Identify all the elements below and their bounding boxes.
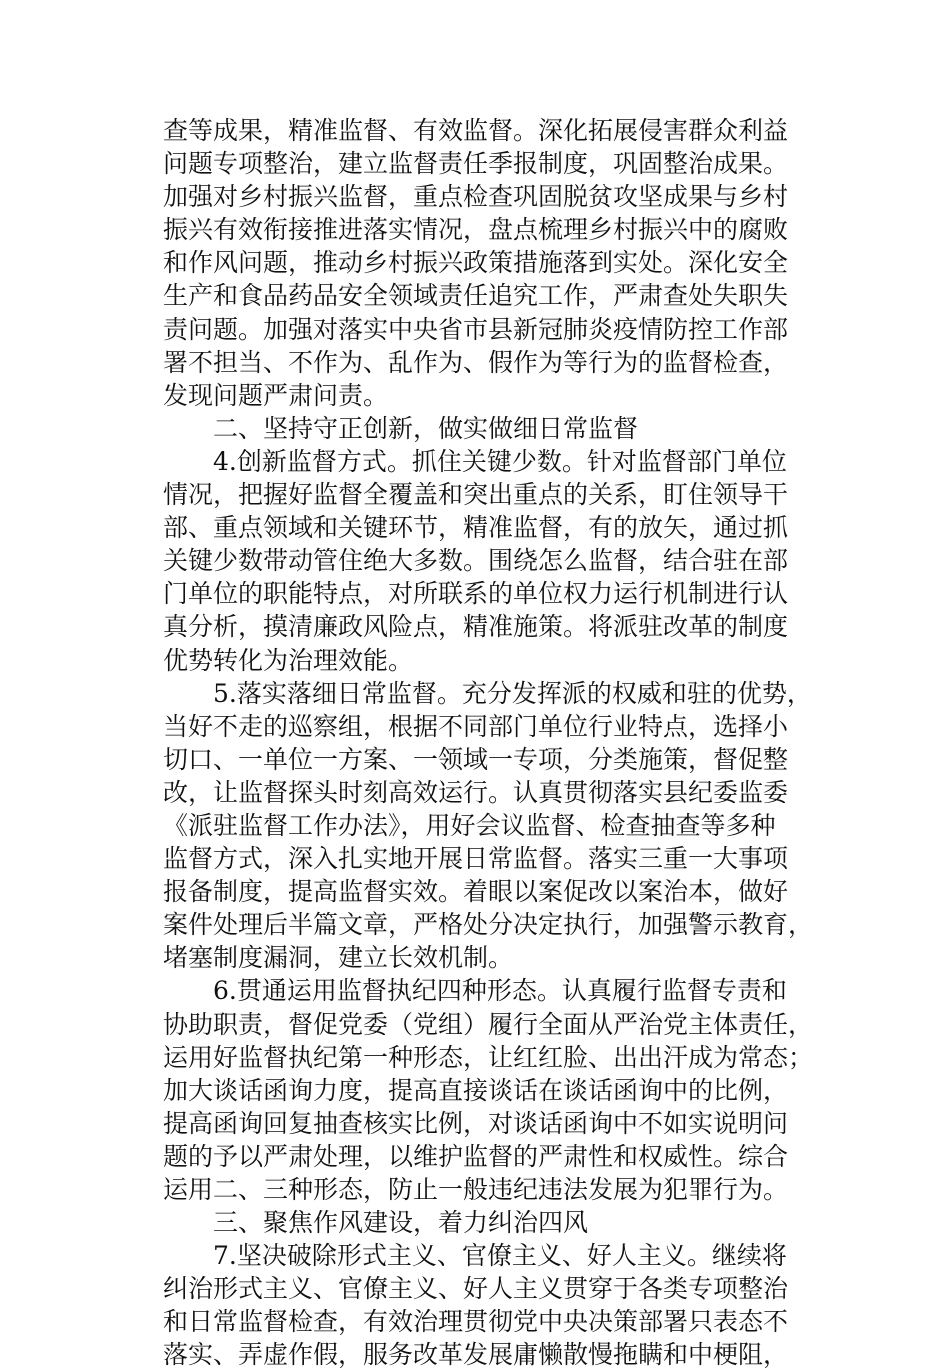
text-line: 二、坚持守正创新，做实做细日常监督 [213, 413, 639, 443]
text-line: 关键少数带动管住绝大多数。围绕怎么监督，结合驻在部 [163, 546, 789, 576]
text-line: 运用二、三种形态，防止一般违纪违法发展为犯罪行为。 [163, 1175, 789, 1204]
text-line: 7.坚决破除形式主义、官僚主义、好人主义。继续将 [213, 1241, 787, 1271]
text-line: 6.贯通运用监督执纪四种形态。认真履行监督专责和 [213, 976, 787, 1006]
text-line: 三、聚焦作风建设，着力纠治四风 [213, 1208, 589, 1238]
text-line: 提高函询回复抽查核实比例，对谈话函询中不如实说明问 [163, 1108, 789, 1138]
text-line: 生产和食品药品安全领域责任追究工作，严肃查处失职失 [163, 281, 789, 311]
text-line: 部、重点领域和关键环节，精准监督，有的放矢，通过抓 [163, 513, 789, 543]
text-line: 署不担当、不作为、乱作为、假作为等行为的监督检查， [163, 347, 789, 377]
text-line: 案件处理后半篇文章，严格处分决定执行，加强警示教育， [163, 910, 814, 940]
text-line: 责问题。加强对落实中央省市县新冠肺炎疫情防控工作部 [163, 314, 789, 344]
text-line: 切口、一单位一方案、一领域一专项，分类施策，督促整 [163, 744, 789, 774]
text-line: 优势转化为治理效能。 [163, 645, 414, 675]
text-line: 改，让监督探头时刻高效运行。认真贯彻落实县纪委监委 [163, 777, 789, 807]
text-line: 题的予以严肃处理，以维护监督的严肃性和权威性。综合 [163, 1141, 789, 1171]
text-line: 问题专项整治，建立监督责任季报制度，巩固整治成果。 [163, 149, 789, 179]
text-line: 监督方式，深入扎实地开展日常监督。落实三重一大事项 [163, 844, 789, 874]
text-line: 运用好监督执纪第一种形态，让红红脸、出出汗成为常态； [163, 1042, 814, 1072]
text-line: 当好不走的巡察组，根据不同部门单位行业特点，选择小 [163, 711, 789, 741]
text-line: 报备制度，提高监督实效。着眼以案促改以案治本，做好 [163, 877, 789, 907]
text-line: 协助职责，督促党委（党组）履行全面从严治党主体责任， [163, 1009, 814, 1039]
text-line: 4.创新监督方式。抓住关键少数。针对监督部门单位 [213, 446, 787, 476]
text-line: 和日常监督检查，有效治理贯彻党中央决策部署只表态不 [163, 1307, 789, 1337]
text-line: 真分析，摸清廉政风险点，精准施策。将派驻改革的制度 [163, 612, 789, 642]
text-line: 查等成果，精准监督、有效监督。深化拓展侵害群众利益 [163, 116, 789, 145]
text-line: 发现问题严肃问责。 [163, 380, 389, 410]
text-line: 5.落实落细日常监督。充分发挥派的权威和驻的优势， [213, 678, 812, 708]
document-body [163, 114, 814, 1372]
text-line: 情况，把握好监督全覆盖和突出重点的关系，盯住领导干 [163, 480, 789, 510]
text-line: 堵塞制度漏洞，建立长效机制。 [163, 943, 514, 973]
text-line: 加强对乡村振兴监督，重点检查巩固脱贫攻坚成果与乡村 [163, 182, 789, 212]
text-line: 落实、弄虚作假，服务改革发展庸懒散慢拖瞒和中梗阻， [163, 1340, 789, 1370]
text-line: 纠治形式主义、官僚主义、好人主义贯穿于各类专项整治 [163, 1274, 789, 1304]
text-line: 和作风问题，推动乡村振兴政策措施落到实处。深化安全 [163, 248, 789, 278]
text-line: 门单位的职能特点，对所联系的单位权力运行机制进行认 [163, 579, 789, 609]
text-line: 振兴有效衔接推进落实情况，盘点梳理乡村振兴中的腐败 [163, 215, 789, 245]
text-line: 《派驻监督工作办法》，用好会议监督、检查抽查等多种 [163, 810, 776, 840]
text-line: 加大谈话函询力度，提高直接谈话在谈话函询中的比例， [163, 1075, 789, 1105]
